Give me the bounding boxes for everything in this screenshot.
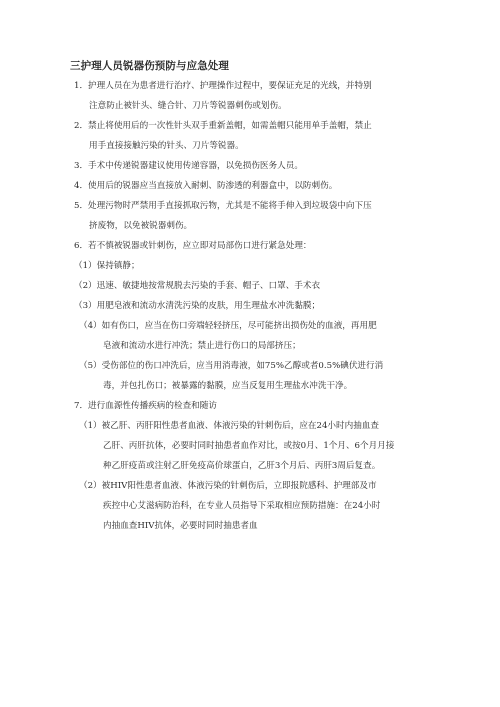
paragraph-line: 1．护理人员在为患者进行治疗、护理操作过程中，要保证充足的光线，并特别 xyxy=(74,81,372,91)
paragraph-line: 注意防止被针头、缝合针、刀片等锐器刺伤或划伤。 xyxy=(89,101,287,111)
list-item-line: 疾控中心艾滋病防治科，在专业人员指导下采取相应预防措施：在24小时 xyxy=(103,501,381,511)
list-item-line: （3）用肥皂液和流动水清洗污染的皮肤，用生理盐水冲洗黏膜； xyxy=(74,301,321,311)
list-item-line: （1）被乙肝、丙肝阳性患者血液、体液污染的针刺伤后，应在24小时内抽血查 xyxy=(79,421,379,431)
list-item-line: （5）受伤部位的伤口冲洗后，应当用消毒液，如75%乙醇或者0.5%碘伏进行消 xyxy=(79,361,384,371)
paragraph-line: 4．使用后的锐器应当直接放入耐刺、防渗透的利器盒中，以防刺伤。 xyxy=(74,181,338,191)
list-item-line: 毒，并包扎伤口；被暴露的黏膜，应当反复用生理盐水冲洗干净。 xyxy=(103,381,353,391)
paragraph-line: 挤废物，以免被锐器刺伤。 xyxy=(89,221,193,231)
paragraph-line: 6．若不慎被锐器或针刺伤，应立即对局部伤口进行紧急处理： xyxy=(74,241,312,251)
paragraph-line: 5．处理污物时严禁用手直接抓取污物，尤其是不能将手伸入到垃圾袋中向下压 xyxy=(74,201,372,211)
paragraph-line: 2．禁止将使用后的一次性针头双手重新盖帽，如需盖帽只能用单手盖帽，禁止 xyxy=(74,121,372,131)
paragraph-line: 用手直接接触污染的针头、刀片等锐器。 xyxy=(89,141,244,151)
list-item-line: （2）迅速、敏捷地按常规脱去污染的手套、帽子、口罩、手术衣 xyxy=(74,281,321,291)
list-item-line: 皂液和流动水进行冲洗；禁止进行伤口的局部挤压； xyxy=(103,341,301,351)
list-item-line: 内抽血查HIV抗体，必要时同时抽患者血 xyxy=(103,521,258,531)
section-title: 三护理人员锐器伤预防与应急处理 xyxy=(70,60,229,72)
list-item-line: （4）如有伤口，应当在伤口旁端轻轻挤压，尽可能挤出损伤处的血液，再用肥 xyxy=(79,321,377,331)
list-item-line: 种乙肝疫苗或注射乙肝免疫高价球蛋白，乙肝3个月后、丙肝3周后复查。 xyxy=(103,461,381,471)
list-item-line: 乙肝、丙肝抗体，必要时同时抽患者血作对比，或按0月、1个月、6个月月接 xyxy=(103,441,395,451)
paragraph-line: 7．进行血源性传播疾病的检查和随访 xyxy=(74,401,217,411)
list-item-line: （1）保持镇静； xyxy=(74,261,140,271)
list-item-line: （2）被HIV阳性患者血液、体液污染的针刺伤后，立即报院感科、护理部及市 xyxy=(79,481,377,491)
paragraph-line: 3．手术中传递锐器建议使用传递容器，以免损伤医务人员。 xyxy=(74,161,303,171)
